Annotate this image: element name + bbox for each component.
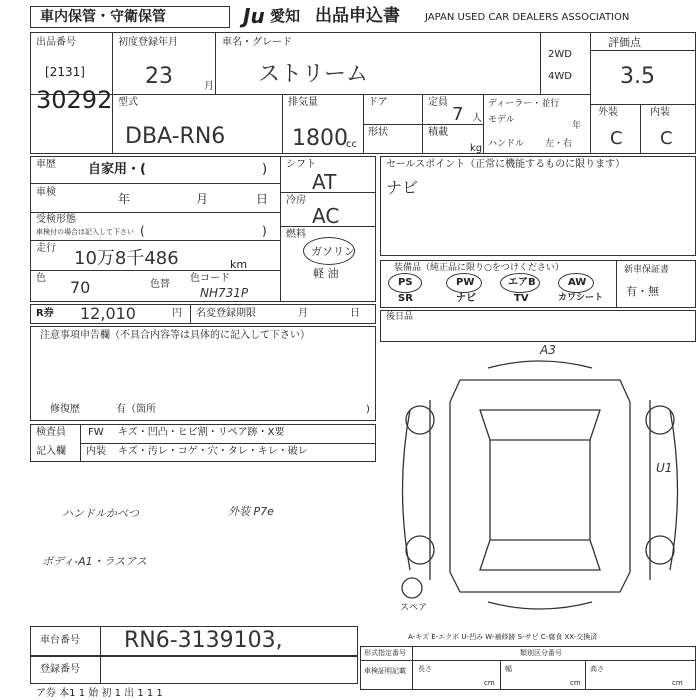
- selling-points-value: ナビ: [386, 178, 419, 197]
- new-warranty-options: 有・無: [626, 285, 659, 298]
- handle-label: ハンドル: [488, 139, 525, 149]
- door-label: ドア: [368, 97, 388, 108]
- rating-score: 3.5: [620, 64, 655, 89]
- capacity-label: 定員: [428, 97, 448, 108]
- association-name: JAPAN USED CAR DEALERS ASSOCIATION: [425, 12, 630, 23]
- shift-label: シフト: [286, 159, 316, 170]
- rear-items-label: 後日品: [386, 312, 414, 322]
- storage-title: 車内保管・守衛保管: [40, 9, 166, 25]
- cargo-label: 積載: [428, 127, 448, 138]
- equip-kawaseat: カワシート: [558, 293, 604, 303]
- designation-label: 形式指定番号: [364, 649, 406, 657]
- drive-4wd: 4WD: [548, 71, 572, 82]
- handwritten-note-2: 外装 P7e: [228, 505, 274, 518]
- notes-label: 注意事項申告欄（不具合内容等は具体的に記入して下さい）: [40, 330, 310, 341]
- handle-options: 左・右: [545, 139, 573, 149]
- inspection-label: 車検: [36, 187, 56, 198]
- length-unit: cm: [484, 679, 495, 687]
- name-change-month: 月: [298, 308, 308, 319]
- color-label: 色: [36, 273, 46, 284]
- equipment-label: 装備品（純正品に限り○をつけください）: [394, 263, 564, 273]
- mileage-unit: km: [230, 258, 248, 271]
- rear-window-outline: [480, 540, 600, 570]
- height-label: 高さ: [590, 665, 604, 673]
- ac-label: 冷房: [286, 195, 306, 206]
- equip-navi: ナビ: [456, 293, 476, 304]
- org-name: 愛知: [270, 7, 301, 25]
- recycle-unit: 円: [172, 308, 182, 319]
- car-condition-diagram: [390, 340, 696, 630]
- width-unit: cm: [570, 679, 581, 687]
- shift-value: AT: [312, 170, 337, 194]
- recycle-value: 12,010: [80, 304, 136, 323]
- diagram-mark-side: U1: [656, 461, 673, 475]
- equip-aw: AW: [568, 277, 587, 288]
- acceptance-open: (: [140, 224, 145, 238]
- repair-history-close: ): [366, 404, 370, 415]
- acceptance-close: ): [262, 224, 267, 238]
- inspection-month: 月: [196, 192, 209, 206]
- equip-aw-circle: [558, 273, 594, 293]
- recycle-label: R券: [36, 308, 54, 319]
- inspector-fill-label: 記入欄: [36, 446, 66, 457]
- capacity-unit: 人: [472, 113, 482, 124]
- rating-interior-grade: C: [660, 128, 673, 149]
- equip-ps: PS: [398, 277, 413, 288]
- name-change-label: 名変登録期限: [196, 308, 256, 319]
- selling-points-box: [380, 156, 696, 256]
- front-bumper-outline: [488, 361, 592, 368]
- lot-number: 30292: [36, 86, 113, 114]
- acceptance-note: 車検付の場合は記入して下さい: [36, 228, 134, 236]
- capacity-value: 7: [452, 104, 464, 125]
- first-reg-year: 23: [145, 64, 173, 89]
- color-change-label: 色替: [150, 279, 170, 290]
- model-year-label: モデル: [488, 115, 515, 125]
- class-number-label: 類別区分番号: [520, 649, 562, 657]
- selling-points-label: セールスポイント（正常に機能するものに限ります）: [386, 159, 626, 170]
- color-code-value: NH731P: [200, 286, 249, 300]
- ju-logo: Ju: [243, 4, 265, 28]
- shape-label: 形状: [368, 127, 388, 138]
- fuel-gasoline: ガソリン: [311, 245, 355, 258]
- mileage-value: 10万8千486: [74, 248, 179, 269]
- bottom-strip: ア券 本1 1 始 初 1 出 1 1 1: [36, 688, 163, 699]
- approved-label: 車検証明記載: [364, 667, 406, 675]
- handwritten-note-3: ボディ-A1・ラスアス: [42, 555, 147, 568]
- equip-ps-circle: [388, 273, 422, 293]
- lot-number-label: 出品番号: [36, 37, 76, 48]
- body-outline: [450, 380, 630, 592]
- rating-interior-label: 内装: [650, 107, 670, 118]
- cargo-unit: kg: [470, 143, 483, 154]
- rating-exterior-label: 外装: [598, 107, 618, 118]
- spare-label: スペア: [400, 603, 428, 613]
- length-label: 長さ: [418, 665, 432, 673]
- repair-history-value: 有（箇所: [116, 404, 156, 415]
- car-name-label: 車名・グレード: [222, 37, 292, 48]
- fuel-diesel: 軽 油: [313, 267, 339, 280]
- rating-exterior-grade: C: [610, 128, 623, 149]
- fuel-label: 燃料: [286, 229, 306, 240]
- acceptance-label: 受検形態: [36, 214, 76, 225]
- handwritten-note-1: ハンドルかべつ: [62, 507, 139, 520]
- mileage-label: 走行: [36, 243, 56, 254]
- color-code-label: 色コード: [190, 273, 230, 284]
- rear-items-box: [380, 310, 696, 342]
- inspection-date: 日: [256, 192, 269, 206]
- repair-history-label: 修復歴: [50, 404, 80, 415]
- equip-pw-circle: [446, 273, 482, 293]
- dealer-label: ディーラー・並行: [488, 99, 560, 109]
- model-value: DBA-RN6: [125, 124, 226, 149]
- height-unit: cm: [672, 679, 683, 687]
- inspector-label: 検査員: [36, 427, 66, 438]
- lot-code: [2131]: [45, 65, 85, 79]
- first-reg-label: 初度登録年月: [118, 37, 178, 48]
- width-label: 幅: [505, 665, 512, 673]
- history-close: ): [262, 162, 268, 177]
- inspector-fw: FW: [88, 427, 104, 438]
- model-year-unit: 年: [572, 121, 582, 131]
- displacement-label: 排気量: [288, 97, 318, 108]
- equip-airbag: エアB: [508, 277, 536, 288]
- damage-legend: A-キズ E-エクボ U-凹み W-補修跡 S-サビ C-腐食 XX-交換済: [408, 633, 598, 641]
- history-value: 自家用・(: [88, 162, 146, 177]
- equip-sr: SR: [398, 293, 413, 304]
- equip-pw: PW: [456, 277, 475, 288]
- diagram-mark-top: A3: [540, 343, 556, 357]
- history-label: 車歴: [36, 159, 56, 170]
- car-name-value: ストリーム: [258, 62, 369, 87]
- spare-tire: [402, 578, 422, 598]
- ac-value: AC: [312, 204, 340, 228]
- form-title: 出品申込書: [315, 6, 400, 26]
- registration-number-label: 登録番号: [40, 664, 80, 675]
- color-value: 70: [70, 278, 91, 297]
- inspector-exterior-row: キズ・凹凸・ヒビ割・リペア跡・X要: [118, 427, 285, 438]
- first-reg-month-unit: 月: [204, 81, 214, 92]
- chassis-label: 車台番号: [40, 635, 80, 646]
- new-warranty-label: 新車保証書: [624, 265, 670, 275]
- inspector-interior-label: 内装: [86, 446, 106, 457]
- drive-2wd: 2WD: [548, 49, 572, 60]
- chassis-value: RN6-3139103,: [124, 628, 283, 653]
- windshield-outline: [480, 410, 600, 440]
- rating-label: 評価点: [608, 36, 641, 49]
- equip-tv: TV: [514, 293, 529, 304]
- model-label: 型式: [118, 97, 138, 108]
- displacement-unit: cc: [346, 139, 357, 150]
- inspection-year: 年: [118, 192, 131, 206]
- rear-bumper-outline: [488, 602, 592, 609]
- name-change-day: 日: [350, 308, 360, 319]
- inspector-interior-row: キズ・汚レ・コゲ・穴・タレ・キレ・破レ: [118, 446, 308, 457]
- displacement-value: 1800: [292, 126, 348, 151]
- roof-lines: [490, 440, 590, 540]
- equip-airbag-circle: [500, 273, 540, 293]
